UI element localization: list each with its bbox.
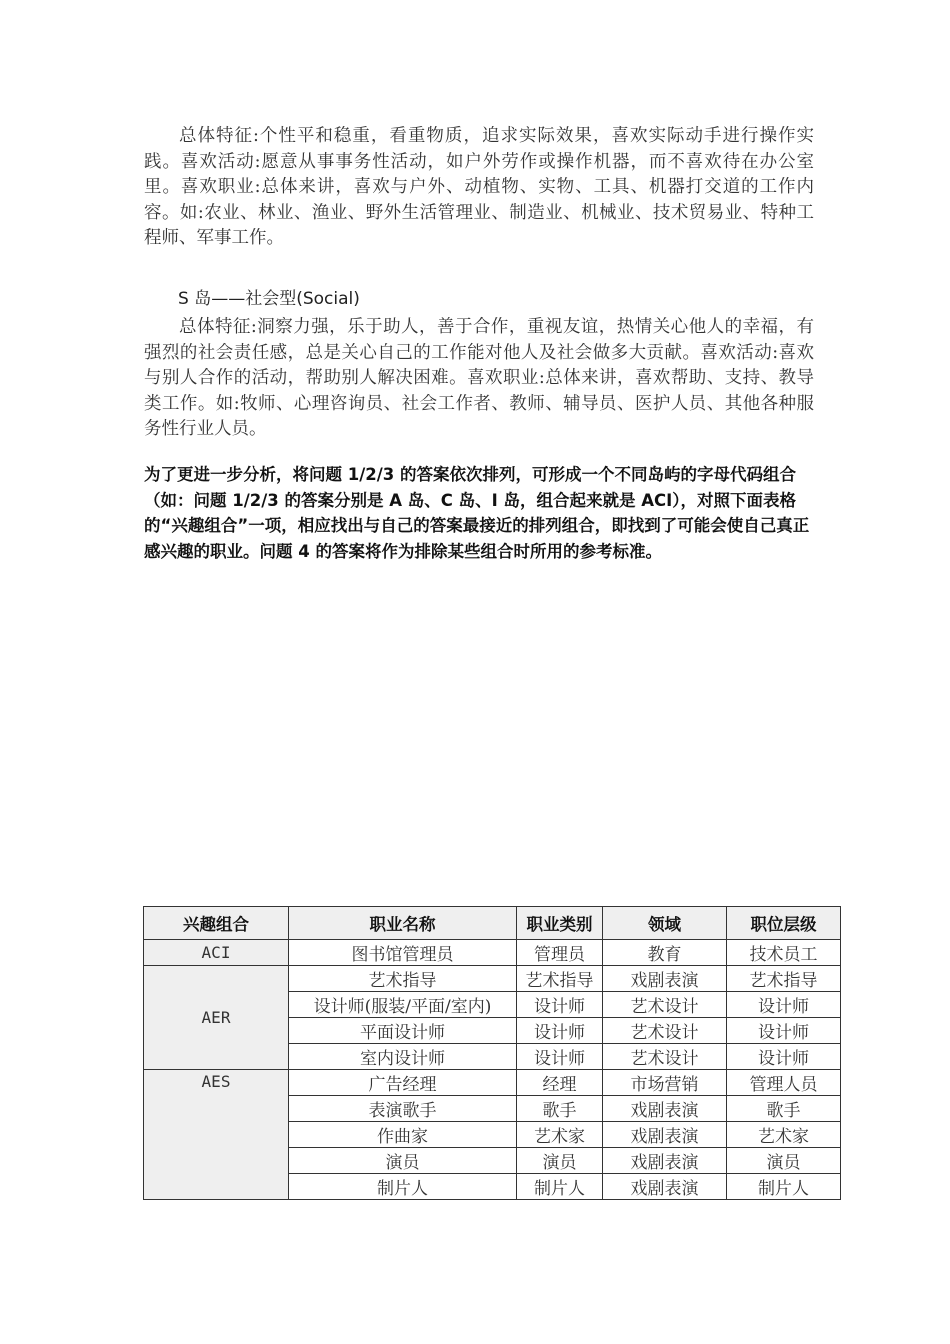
- table-row: [144, 940, 841, 966]
- social-type-paragraph: 总体特征:洞察力强，乐于助人，善于合作，重视友谊，热情关心他人的幸福，有强烈的社会责任感，总是关心自己的工作能对他人及社会做多大贡献。喜欢活动:喜欢与别人合作的活动，帮助别人解决困难。喜欢职业:总体来讲，喜欢帮助、支持、教导类工作。如:牧师、心理咨询员、社会工作者、教师、辅导员、医护人员、其他各种服务性行业人员。: [144, 317, 814, 439]
- job-field: 艺术设计: [603, 1044, 727, 1070]
- job-category: 经理: [517, 1070, 603, 1096]
- job-level: 技术员工: [727, 940, 841, 966]
- header-job-name: 职业名称: [289, 907, 517, 940]
- job-category: 演员: [517, 1148, 603, 1174]
- job-name: 图书馆管理员: [289, 940, 517, 966]
- job-name: 广告经理: [289, 1070, 517, 1096]
- realistic-type-paragraph: 总体特征:个性平和稳重，看重物质，追求实际效果，喜欢实际动手进行操作实践。喜欢活动:愿意从事事务性活动，如户外劳作或操作机器，而不喜欢待在办公室里。喜欢职业:总体来讲，喜欢与户外、动植物、实物、工具、机器打交道的工作内容。如:农业、林业、渔业、野外生活管理业、制造业、机械业、技术贸易业、特种工程师、军事工作。: [144, 126, 814, 248]
- group-code-aes: AES: [144, 1070, 289, 1200]
- group-code-aci: ACI: [144, 940, 289, 966]
- job-category: 管理员: [517, 940, 603, 966]
- job-field: 戏剧表演: [603, 1174, 727, 1200]
- job-name: 作曲家: [289, 1122, 517, 1148]
- job-field: 教育: [603, 940, 727, 966]
- job-category: 设计师: [517, 992, 603, 1018]
- job-level: 艺术指导: [727, 966, 841, 992]
- job-category: 歌手: [517, 1096, 603, 1122]
- header-job-level: 职位层级: [727, 907, 841, 940]
- job-level: 艺术家: [727, 1122, 841, 1148]
- table-row: [144, 1070, 841, 1096]
- job-name: 室内设计师: [289, 1044, 517, 1070]
- job-category: 设计师: [517, 1018, 603, 1044]
- job-name: 演员: [289, 1148, 517, 1174]
- job-field: 戏剧表演: [603, 1148, 727, 1174]
- social-type-heading: S 岛——社会型(Social): [178, 289, 360, 309]
- job-name: 艺术指导: [289, 966, 517, 992]
- job-category: 制片人: [517, 1174, 603, 1200]
- job-field: 市场营销: [603, 1070, 727, 1096]
- job-name: 制片人: [289, 1174, 517, 1200]
- analysis-instruction: 为了更进一步分析，将问题 1/2/3 的答案依次排列，可形成一个不同岛屿的字母代码组合（如：问题 1/2/3 的答案分别是 A 岛、C 岛、I 岛，组合起来就是 ACI），对照下面表格的“兴趣组合”一项，相应找出与自己的答案最接近的排列组合，即找到了可能会使自己真正感兴趣的职业。问题 4 的答案将作为排除某些组合时所用的参考标准。: [144, 465, 810, 561]
- table-row: [144, 966, 841, 992]
- job-level: 歌手: [727, 1096, 841, 1122]
- job-field: 艺术设计: [603, 1018, 727, 1044]
- career-table: [143, 906, 841, 1200]
- job-level: 演员: [727, 1148, 841, 1174]
- job-field: 戏剧表演: [603, 1122, 727, 1148]
- job-name: 表演歌手: [289, 1096, 517, 1122]
- job-name: 平面设计师: [289, 1018, 517, 1044]
- job-name: 设计师(服装/平面/室内): [289, 992, 517, 1018]
- job-level: 设计师: [727, 1044, 841, 1070]
- table-header-row: [144, 907, 841, 940]
- job-category: 艺术指导: [517, 966, 603, 992]
- job-level: 设计师: [727, 992, 841, 1018]
- header-job-category: 职业类别: [517, 907, 603, 940]
- job-level: 设计师: [727, 1018, 841, 1044]
- job-category: 设计师: [517, 1044, 603, 1070]
- job-level: 管理人员: [727, 1070, 841, 1096]
- header-interest-combo: 兴趣组合: [144, 907, 289, 940]
- job-category: 艺术家: [517, 1122, 603, 1148]
- group-code-aer: AER: [144, 966, 289, 1070]
- job-field: 艺术设计: [603, 992, 727, 1018]
- job-field: 戏剧表演: [603, 966, 727, 992]
- header-field: 领域: [603, 907, 727, 940]
- job-level: 制片人: [727, 1174, 841, 1200]
- job-field: 戏剧表演: [603, 1096, 727, 1122]
